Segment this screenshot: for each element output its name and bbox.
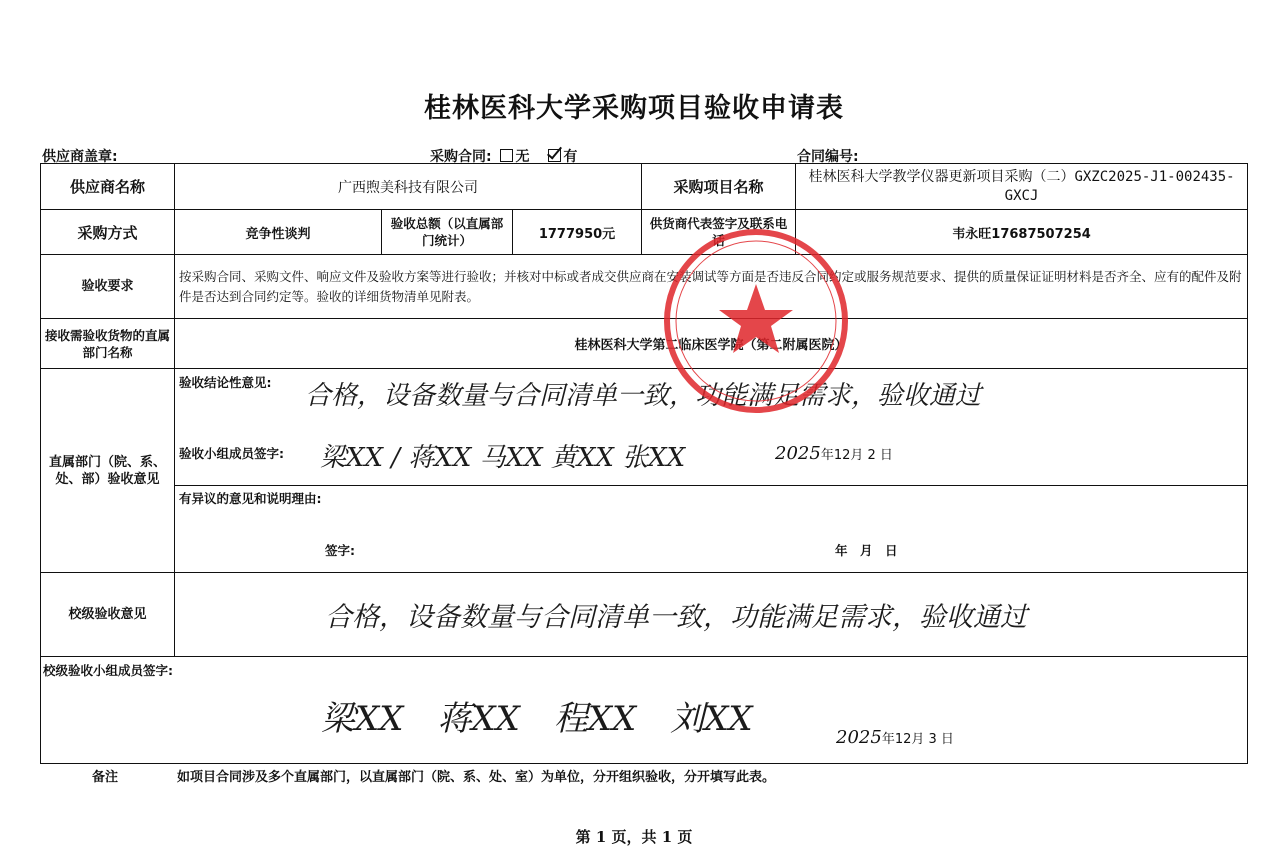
checkbox-none[interactable] [500,149,513,162]
members-signatures: 梁XX / 蒋XX 马XX 黄XX 张XX [320,443,686,473]
school-members-date [836,727,954,748]
contract-label: 采购合同: [430,149,492,165]
members-date [775,443,893,464]
school-date-rest: 年12月 3 日 [881,732,954,747]
dissent-label: 有异议的意见和说明理由: [179,491,322,506]
total-label: 验收总额（以直属部门统计） [382,210,513,255]
school-members-signatures: 梁XX 蒋XX 程XX 刘XX [321,699,753,739]
note-text: 如项目合同涉及多个直属部门，以直属部门（院、系、处、室）为单位，分开组织验收，分开填写此表。 [177,770,776,785]
contract-no-label: 合同编号: [797,149,859,165]
supplier-stamp-label: 供应商盖章: [42,149,118,165]
school-date-year: 2025 [836,727,882,748]
members-date-rest: 年12月 2 日 [820,448,893,463]
requirement-text: 按采购合同、采购文件、响应文件及验收方案等进行验收；并核对中标或者成交供应商在安装调试等方面是否违反合同约定或服务规范要求、提供的质量保证证明材料是否齐全、应有的配件及附件是否达到合同约定等。验收的详细货物清单见附表。 [175,255,1248,319]
dept-label: 接收需验收货物的直属部门名称 [41,319,175,369]
dept-opinion-divider [175,485,1247,486]
school-members-label: 校级验收小组成员签字: [43,663,173,678]
supplier-name-value: 广西煦美科技有限公司 [175,164,642,210]
dept-opinion-label: 直属部门（院、系、处、部）验收意见 [41,369,175,573]
note-label: 备注 [92,770,119,785]
rep-value: 韦永旺17687507254 [796,210,1248,255]
acceptance-form-table [40,163,1248,764]
members-date-year: 2025 [775,443,821,464]
dissent-sign-label: 签字: [325,543,355,558]
members-label: 验收小组成员签字: [179,446,284,461]
form-title: 桂林医科大学采购项目验收申请表 [424,93,844,124]
checkbox-yes[interactable] [548,149,561,162]
project-name-value: 桂林医科大学教学仪器更新项目采购（二）GXZC2025-J1-002435-GXCJ [796,164,1248,210]
supplier-name-label: 供应商名称 [41,164,175,210]
dept-value: 桂林医科大学第二临床医学院（第二附属医院） [175,319,1248,369]
page-number: 第 1 页，共 1 页 [575,828,693,846]
project-name-label: 采购项目名称 [642,164,796,210]
school-opinion-handwriting: 合格，设备数量与合同清单一致，功能满足需求，验收通过 [325,602,1027,633]
school-opinion-area [175,573,1248,657]
dissent-date-blank: 年 月 日 [835,543,898,558]
option-yes-label: 有 [563,149,578,165]
rep-label: 供货商代表签字及联系电话 [642,210,796,255]
school-opinion-label: 校级验收意见 [41,573,175,657]
conclusion-label: 验收结论性意见: [179,375,272,390]
requirement-label: 验收要求 [41,255,175,319]
school-members-area [41,657,1248,764]
total-value: 1777950元 [513,210,642,255]
method-value: 竞争性谈判 [175,210,382,255]
option-none-label: 无 [515,149,530,165]
official-seal-stamp [661,226,851,416]
conclusion-handwriting: 合格，设备数量与合同清单一致，功能满足需求，验收通过 [305,381,982,411]
method-label: 采购方式 [41,210,175,255]
